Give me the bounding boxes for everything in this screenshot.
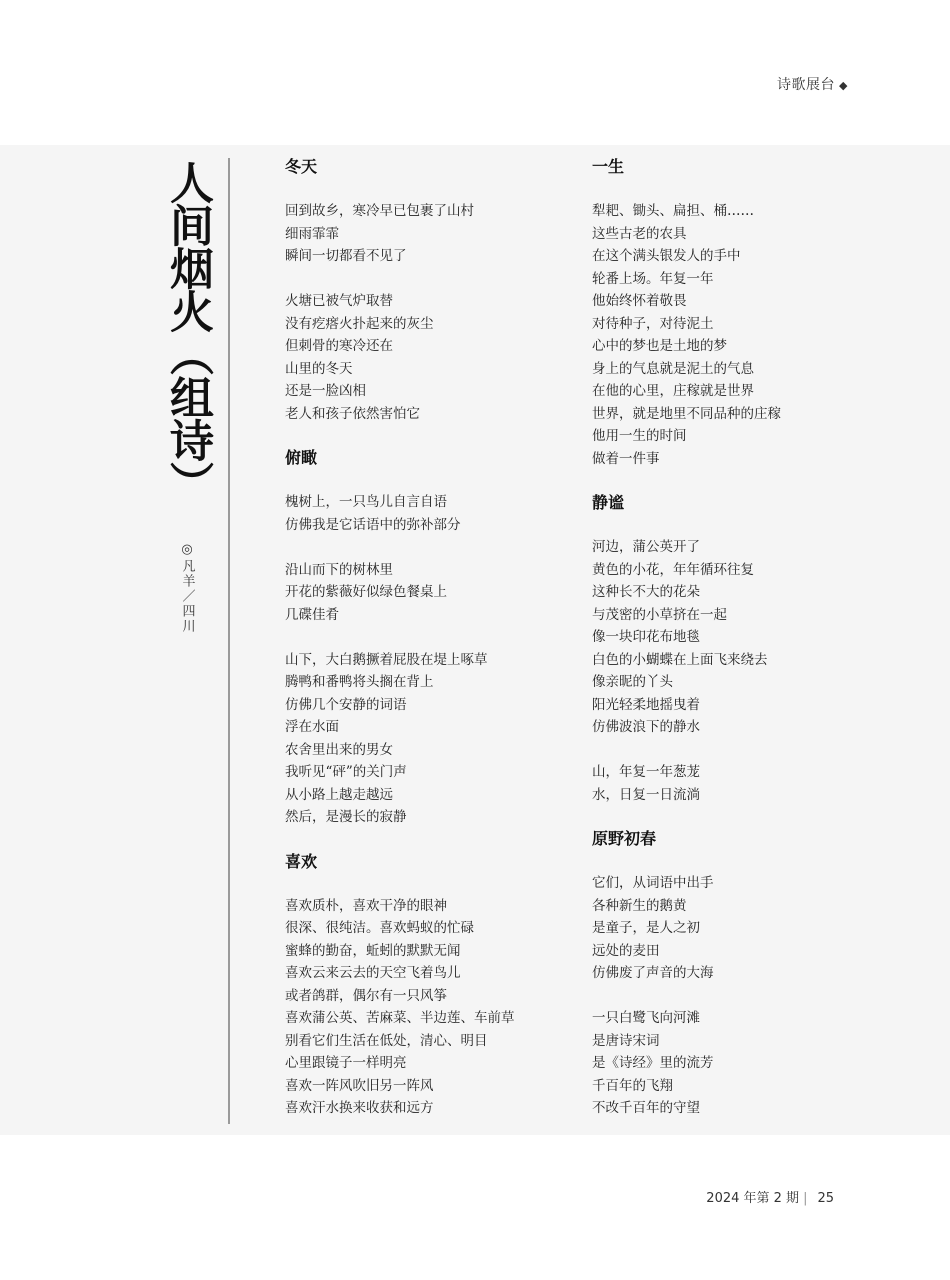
stanza — [285, 290, 575, 425]
poem-line: 老人和孩子依然害怕它 — [285, 405, 420, 422]
poem-line: 这些古老的农具 — [592, 225, 687, 242]
poem-title: 一生 — [592, 157, 625, 176]
poem — [285, 156, 575, 425]
right-column — [592, 156, 882, 1120]
issue-label: 2024 年第 2 期 — [706, 1191, 800, 1206]
poem-line: 是唐诗宋词 — [592, 1032, 660, 1049]
stanza — [285, 649, 575, 829]
poem — [592, 828, 882, 1120]
poem-line: 仿佛我是它话语中的弥补部分 — [285, 516, 461, 533]
stanza — [592, 1007, 882, 1120]
poem-line: 腾鸭和番鸭将头搁在背上 — [285, 674, 434, 690]
poem-line: 远处的麦田 — [592, 942, 660, 959]
poem-line: 很深、很纯洁。喜欢蚂蚁的忙碌 — [285, 920, 474, 936]
poem-title: 俯瞰 — [285, 448, 318, 467]
stanza — [592, 872, 882, 985]
poem-title: 喜欢 — [285, 851, 318, 871]
poem-line: 几碟佳肴 — [285, 606, 339, 623]
poem-line: 他始终怀着敬畏 — [592, 293, 687, 309]
poem-line: 像一块印花布地毯 — [592, 629, 700, 645]
title-column — [162, 160, 212, 634]
poem-line: 犁耙、锄头、扁担、桶…… — [592, 203, 754, 219]
poem-line: 心里跟镜子一样明亮 — [285, 1055, 407, 1071]
poem-line: 山里的冬天 — [285, 360, 353, 377]
poem-title: 冬天 — [285, 157, 318, 176]
poem-line: 仿佛几个安静的词语 — [285, 696, 407, 713]
poem-title: 原野初春 — [592, 829, 657, 848]
diamond-icon: ◆ — [839, 79, 848, 92]
poem-line: 河边，蒲公英开了 — [592, 539, 700, 555]
footer — [706, 1187, 834, 1206]
poem-line: 是《诗经》里的流芳 — [592, 1055, 714, 1071]
poem-line: 世界，就是地里不同品种的庄稼 — [592, 405, 781, 422]
poem-line: 没有疙瘩火扑起来的灰尘 — [285, 315, 434, 332]
stanza — [285, 200, 575, 268]
poem-line: 轮番上场。年复一年 — [592, 270, 714, 287]
poem-line: 阳光轻柔地摇曳着 — [592, 696, 700, 713]
poem-line: 这种长不大的花朵 — [592, 584, 700, 600]
stanza — [592, 761, 882, 806]
poem-line: 开花的紫薇好似绿色餐桌上 — [285, 584, 447, 600]
poem-line: 山，年复一年葱茏 — [592, 764, 700, 780]
poem — [592, 156, 882, 470]
poem-line: 我听见“砰”的关门声 — [285, 764, 407, 780]
poem-line: 不改千百年的守望 — [592, 1100, 700, 1116]
stanza — [592, 200, 882, 470]
poem-line: 农舍里出来的男女 — [285, 741, 393, 758]
poem-line: 像亲昵的丫头 — [592, 674, 673, 690]
poem — [285, 851, 575, 1120]
poem-line: 在这个满头银发人的手中 — [592, 248, 741, 264]
poem-line: 仿佛波浪下的静水 — [592, 719, 700, 735]
poem — [592, 492, 882, 806]
poem-line: 它们，从词语中出手 — [592, 875, 714, 891]
author-byline: ◎凡羊／四川 — [179, 542, 195, 634]
footer-separator: | — [803, 1191, 808, 1206]
stanza — [285, 895, 575, 1120]
vertical-divider — [228, 158, 230, 1124]
poem-line: 火塘已被气炉取替 — [285, 293, 393, 309]
poem-line: 还是一脸凶相 — [285, 383, 366, 399]
stanza — [285, 559, 575, 627]
poem-line: 做着一件事 — [592, 450, 660, 467]
poem-line: 一只白鹭飞向河滩 — [592, 1010, 700, 1026]
poem-line: 浮在水面 — [285, 719, 339, 735]
poem-line: 回到故乡，寒冷早已包裹了山村 — [285, 203, 474, 219]
poem-line: 黄色的小花，年年循环往复 — [592, 561, 754, 578]
poem-line: 千百年的飞翔 — [592, 1077, 673, 1094]
poem — [285, 447, 575, 829]
left-column — [285, 156, 575, 1120]
poem-title: 静谧 — [592, 493, 625, 512]
poem-line: 与茂密的小草挤在一起 — [592, 606, 727, 623]
page-number: 25 — [817, 1191, 834, 1206]
poem-line: 对待种子，对待泥土 — [592, 315, 714, 332]
section-label — [777, 74, 848, 94]
poem-line: 他用一生的时间 — [592, 428, 687, 444]
poem-line: 仿佛废了声音的大海 — [592, 965, 714, 981]
poem-line: 但刺骨的寒冷还在 — [285, 338, 393, 354]
poem-line: 白色的小蝴蝶在上面飞来绕去 — [592, 651, 768, 668]
poem-line: 别看它们生活在低处，清心、明目 — [285, 1032, 488, 1049]
poem-line: 然后，是漫长的寂静 — [285, 809, 407, 825]
page-title: 人间烟火（组诗） — [162, 160, 213, 504]
poem-line: 喜欢云来云去的天空飞着鸟儿 — [285, 965, 461, 981]
poem-line: 蜜蜂的勤奋，蚯蚓的默默无闻 — [285, 942, 461, 959]
poem-line: 各种新生的鹅黄 — [592, 897, 687, 914]
poem-line: 喜欢蒲公英、苦麻菜、半边莲、车前草 — [285, 1010, 515, 1026]
section-label-text: 诗歌展台 — [777, 77, 836, 93]
poem-line: 在他的心里，庄稼就是世界 — [592, 383, 754, 399]
poem-line: 喜欢质朴，喜欢干净的眼神 — [285, 897, 447, 914]
poem-line: 瞬间一切都看不见了 — [285, 248, 407, 264]
poem-line: 从小路上越走越远 — [285, 786, 393, 803]
poem-line: 喜欢一阵风吹旧另一阵风 — [285, 1077, 434, 1094]
poem-line: 心中的梦也是土地的梦 — [592, 338, 727, 354]
poem-line: 或者鸽群，偶尔有一只风筝 — [285, 987, 447, 1004]
poem-line: 细雨霏霏 — [285, 225, 339, 242]
poem-line: 山下，大白鹅撅着屁股在堤上啄草 — [285, 651, 488, 668]
poem-line: 身上的气息就是泥土的气息 — [592, 360, 754, 377]
poem-line: 是童子，是人之初 — [592, 920, 700, 936]
stanza — [592, 536, 882, 739]
poem-line: 沿山而下的树林里 — [285, 561, 393, 578]
poem-line: 水，日复一日流淌 — [592, 786, 700, 803]
poem-line: 喜欢汗水换来收获和远方 — [285, 1100, 434, 1116]
poem-line: 槐树上，一只鸟儿自言自语 — [285, 494, 447, 510]
stanza — [285, 491, 575, 536]
